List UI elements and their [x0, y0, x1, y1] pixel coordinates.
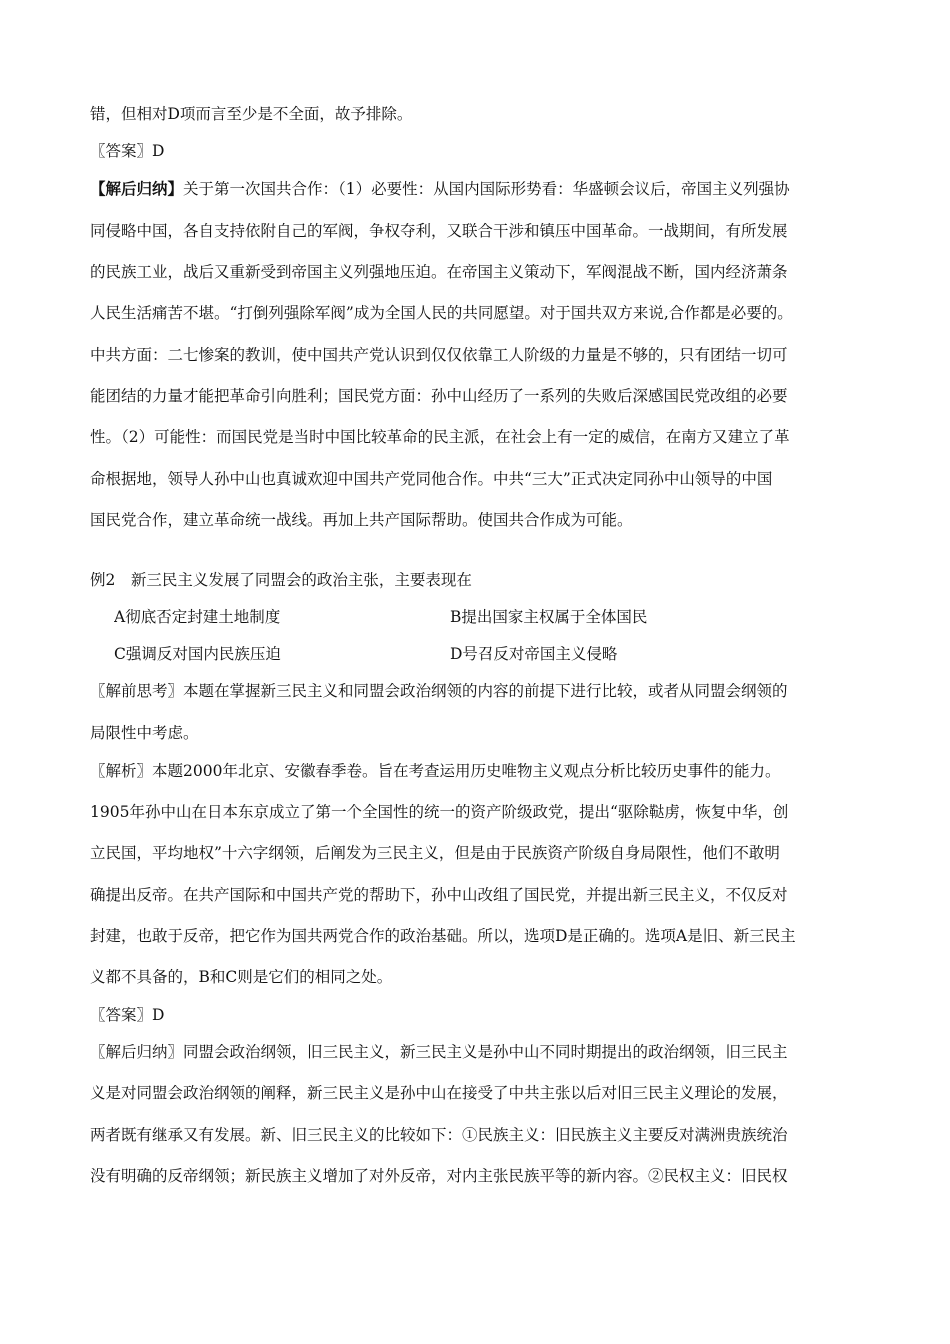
text-line: 确提出反帝。在共产国际和中国共产党的帮助下，孙中山改组了国民党，并提出新三民主义，不仅反对 — [90, 886, 788, 904]
text-line: 中共方面：二七惨案的教训，使中国共产党认识到仅仅依靠工人阶级的力量是不够的，只有团结一切可 — [90, 346, 788, 364]
text-line: 能团结的力量才能把革命引向胜利；国民党方面：孙中山经历了一系列的失败后深感国民党改组的必要 — [90, 387, 788, 405]
text-fragment: 关于第一次国共合作：（1）必要性：从国内国际形势看：华盛顿会议后，帝国主义列强协 — [183, 180, 790, 198]
text-line: 局限性中考虑。 — [90, 724, 199, 742]
text-line: 性。（2）可能性：而国民党是当时中国比较革命的民主派，在社会上有一定的威信，在南方又建立了革 — [90, 428, 790, 446]
text-line: 国民党合作，建立革命统一战线。再加上共产国际帮助。使国共合作成为可能。 — [90, 511, 633, 529]
option-a: A彻底否定封建土地制度 — [114, 608, 281, 626]
text-line: 命根据地，领导人孙中山也真诚欢迎中国共产党同他合作。中共“三大”正式决定同孙中山领导的中国 — [90, 470, 773, 488]
text-line: 义都不具备的，B和C则是它们的相同之处。 — [90, 968, 393, 986]
text-line: 两者既有继承又有发展。新、旧三民主义的比较如下：①民族主义：旧民族主义主要反对满洲贵族统治 — [90, 1126, 788, 1144]
answer-label: 〖答案〗D — [90, 142, 165, 160]
option-b: B提出国家主权属于全体国民 — [450, 608, 648, 626]
text-line — [90, 179, 880, 199]
option-d: D号召反对帝国主义侵略 — [450, 645, 618, 663]
text-line: 同侵略中国，各自支持依附自己的军阀，争权夺利，又联合干涉和镇压中国革命。一战期间，有所发展 — [90, 222, 788, 240]
options-row — [114, 644, 904, 664]
option-c: C强调反对国内民族压迫 — [114, 645, 281, 663]
section-heading: 【解后归纳】 — [90, 179, 184, 198]
text-line: 立民国，平均地权”十六字纲领，后阐发为三民主义，但是由于民族资产阶级自身局限性，他们不敢明 — [90, 844, 780, 862]
options-row — [114, 607, 904, 627]
text-line: 〖解前思考〗本题在掌握新三民主义和同盟会政治纲领的内容的前提下进行比较，或者从同盟会纲领的 — [90, 682, 788, 700]
text-line: 义是对同盟会政治纲领的阐释，新三民主义是孙中山在接受了中共主张以后对旧三民主义理论的发展， — [90, 1084, 788, 1102]
answer-label: 〖答案〗D — [90, 1006, 165, 1024]
text-line: 〖解析〗本题2000年北京、安徽春季卷。旨在考查运用历史唯物主义观点分析比较历史事件的能力。 — [90, 762, 781, 780]
text-line: 错，但相对D项而言至少是不全面，故予排除。 — [90, 105, 413, 123]
text-line: 〖解后归纳〗同盟会政治纲领，旧三民主义，新三民主义是孙中山不同时期提出的政治纲领，旧三民主 — [90, 1043, 788, 1061]
question-stem: 例2 新三民主义发展了同盟会的政治主张，主要表现在 — [90, 571, 472, 589]
text-line: 人民生活痛苦不堪。“打倒列强除军阀”成为全国人民的共同愿望。对于国共双方来说,合作都是必要的。 — [90, 304, 793, 322]
text-line: 没有明确的反帝纲领；新民族主义增加了对外反帝，对内主张民族平等的新内容。②民权主义：旧民权 — [90, 1167, 788, 1185]
text-line: 封建，也敢于反帝，把它作为国共两党合作的政治基础。所以，选项D是正确的。选项A是旧、新三民主 — [90, 927, 796, 945]
text-line: 1905年孙中山在日本东京成立了第一个全国性的统一的资产阶级政党，提出“驱除鞑虏，恢复中华，创 — [90, 803, 789, 821]
text-line: 的民族工业，战后又重新受到帝国主义列强地压迫。在帝国主义策动下，军阀混战不断，国内经济萧条 — [90, 263, 788, 281]
